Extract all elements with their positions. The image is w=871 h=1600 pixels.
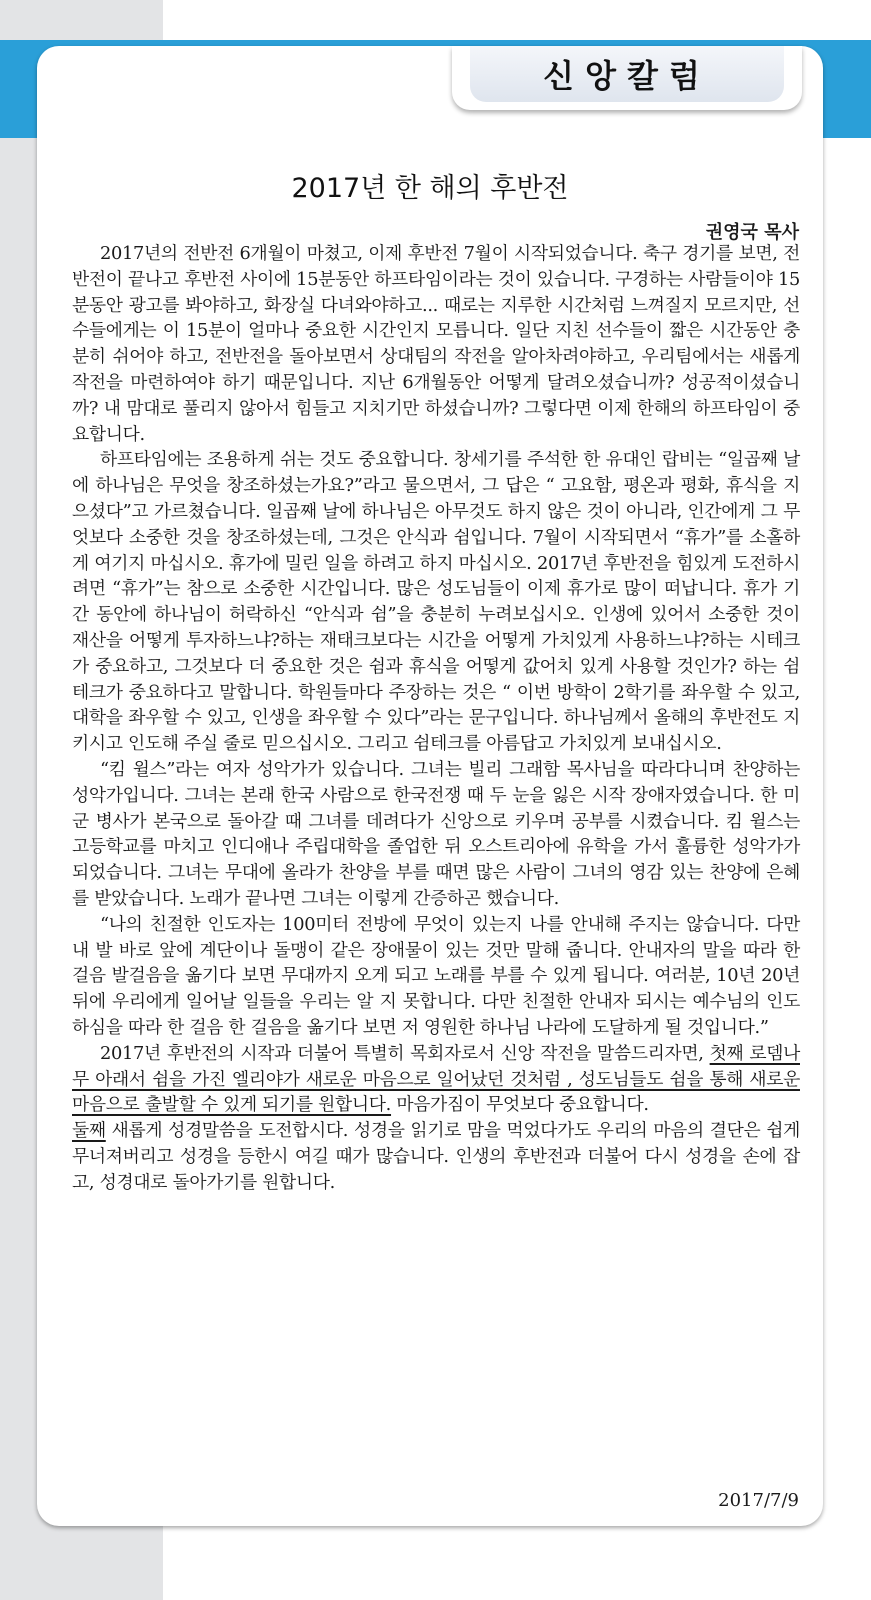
- article-body: [72, 241, 800, 1195]
- paragraph-4: “나의 친절한 인도자는 100미터 전방에 무엇이 있는지 나를 안내해 주지는 않습니다. 다만 내 발 바로 앞에 계단이나 돌맹이 같은 장애물이 있는 것만 말해 줍니다. 안내자의 말을 따라 한 걸음 발걸음을 옮기다 보면 무대까지 오게 되고 노래를 부를 수 있게 됩니다. 여러분, 10년 20년 뒤에 우리에게 일어날 일들을 우리는 알 지 못합니다. 다만 친절한 안내자 되시는 예수님의 인도하심을 따라 한 걸음 한 걸음을 옮기다 보면 저 영원한 하나님 나라에 도달하게 될 것입니다.”: [72, 913, 800, 1038]
- paragraph-6-underlined: 둘째: [72, 1120, 106, 1142]
- section-tab-inner: [470, 46, 784, 102]
- paragraph-1: 2017년의 전반전 6개월이 마쳤고, 이제 후반전 7월이 시작되었습니다. 축구 경기를 보면, 전반전이 끝나고 후반전 사이에 15분동안 하프타임이라는 것이 있습니다. 구경하는 사람들이야 15분동안 광고를 봐야하고, 화장실 다녀와야하고... 때로는 지루한 시간처럼 느껴질지 모르지만, 선수들에게는 이 15분이 얼마나 중요한 시간인지 모릅니다. 일단 지친 선수들이 짧은 시간동안 충분히 쉬어야 하고, 전반전을 돌아보면서 상대팀의 작전을 알아차려야하고, 우리팀에서는 새롭게 작전을 마련하여야 하기 때문입니다. 지난 6개월동안 어떻게 달려오셨습니까? 성공적이셨습니까? 내 맘대로 풀리지 않아서 힘들고 지치기만 하셨습니까? 그렇다면 이제 한해의 하프타임이 중요합니다.: [72, 243, 800, 445]
- section-label: 신앙칼럼: [543, 57, 711, 95]
- publish-date: 2017/7/9: [718, 1490, 799, 1511]
- paragraph-5-end: 마음가짐이 무엇보다 중요합니다.: [396, 1094, 649, 1116]
- section-tab: [452, 46, 802, 110]
- paragraph-6: [72, 1118, 800, 1195]
- paragraph-6-rest: 새롭게 성경말씀을 도전합시다. 성경을 읽기로 맘을 먹었다가도 우리의 마음의 결단은 쉽게 무너져버리고 성경을 등한시 여길 때가 많습니다. 인생의 후반전과 더불어 다시 성경을 손에 잡고, 성경대로 돌아가기를 원합니다.: [72, 1120, 800, 1193]
- paragraph-5-intro: 2017년 후반전의 시작과 더불어 특별히 목회자로서 신앙 작전을 말씀드리자면,: [100, 1042, 704, 1064]
- paragraph-5: [72, 1041, 800, 1118]
- author-name: 권영국 목사: [705, 222, 799, 243]
- article-title: 2017년 한 해의 후반전: [291, 173, 569, 205]
- paragraph-3: “킴 윌스”라는 여자 성악가가 있습니다. 그녀는 빌리 그래함 목사님을 따라다니며 찬양하는 성악가입니다. 그녀는 본래 한국 사람으로 한국전쟁 때 두 눈을 잃은 시작 장애자였습니다. 한 미군 병사가 본국으로 돌아갈 때 그녀를 데려다가 신앙으로 키우며 공부를 시켰습니다. 킴 윌스는 고등학교를 마치고 인디애나 주립대학을 졸업한 뒤 오스트리아에 유학을 가서 훌륭한 성악가가 되었습니다. 그녀는 무대에 올라가 찬양을 부를 때면 많은 사람이 그녀의 영감 있는 찬양에 은혜를 받았습니다. 노래가 끝나면 그녀는 이렇게 간증하곤 했습니다.: [72, 758, 800, 909]
- paragraph-5-underlined: 첫째 로뎀나무 아래서 쉼을 가진 엘리야가 새로운 마음으로 일어났던 것처럼 , 성도님들도 쉼을 통해 새로운 마음으로 출발할 수 있게 되기를 원합니다.: [72, 1042, 800, 1116]
- paragraph-2: 하프타임에는 조용하게 쉬는 것도 중요합니다. 창세기를 주석한 한 유대인 랍비는 “일곱째 날에 하나님은 무엇을 창조하셨는가요?”라고 물으면서, 그 답은 “ 고요함, 평온과 평화, 휴식을 지으셨다”고 가르쳤습니다. 일곱째 날에 하나님은 아무것도 하지 않은 것이 아니라, 인간에게 그 무엇보다 소중한 것을 창조하셨는데, 그것은 안식과 쉼입니다. 7월이 시작되면서 “휴가”를 소홀하게 여기지 마십시오. 휴가에 밀린 일을 하려고 하지 마십시오. 2017년 후반전을 힘있게 도전하시려면 “휴가”는 참으로 소중한 시간입니다. 많은 성도님들이 이제 휴가로 많이 떠납니다. 휴가 기간 동안에 하나님이 허락하신 “안식과 쉼”을 충분히 누려보십시오. 인생에 있어서 소중한 것이 재산을 어떻게 투자하느냐?하는 재태크보다는 시간을 어떻게 가치있게 사용하느냐?하는 시테크가 중요하고, 그것보다 더 중요한 것은 쉼과 휴식을 어떻게 값어치 있게 사용할 것인가? 하는 쉼테크가 중요하다고 말합니다. 학원들마다 주장하는 것은 “ 이번 방학이 2학기를 좌우할 수 있고, 대학을 좌우할 수 있고, 인생을 좌우할 수 있다”라는 문구입니다. 하나님께서 올해의 후반전도 지키시고 인도해 주실 줄로 믿으십시오. 그리고 쉼테크를 아름답고 가치있게 보내십시오.: [72, 449, 800, 755]
